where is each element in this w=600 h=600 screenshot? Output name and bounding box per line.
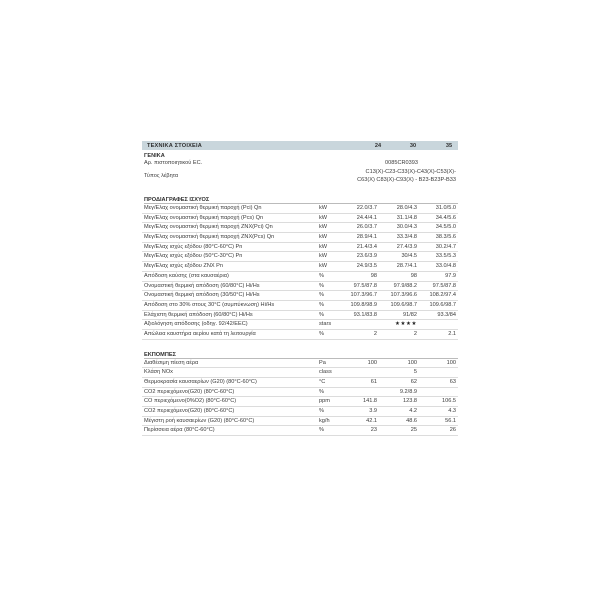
- row-value-35: 63: [449, 379, 456, 385]
- row-value-24: 100: [367, 359, 377, 366]
- row-unit: %: [319, 292, 324, 299]
- row-unit: %: [319, 272, 324, 279]
- row-value-35: 38.3/5.6: [435, 234, 456, 241]
- row-value-30: 107.3/96.6: [390, 292, 417, 299]
- row-value-30: 62: [410, 379, 417, 385]
- cert-value: 0085CR0393: [385, 160, 418, 166]
- row-value-35: 97.5/87.8: [432, 282, 456, 289]
- table-row: [142, 368, 458, 378]
- table-row: [142, 378, 458, 388]
- row-value-35: 100: [446, 359, 456, 366]
- model-24-header: 24: [374, 142, 382, 149]
- model-35-header: 35: [445, 142, 453, 149]
- table-row: [142, 223, 458, 233]
- row-unit: %: [319, 427, 324, 434]
- row-value-30: 109.6/98.7: [390, 301, 417, 308]
- table-header: [142, 141, 458, 150]
- row-value-24: 109.8/98.9: [350, 301, 377, 308]
- row-value-24: 93.1/83.8: [353, 311, 377, 318]
- row-value-24: 42.1: [366, 417, 377, 424]
- row-unit: Pa: [319, 359, 326, 366]
- row-value-30: 31.1/4.8: [396, 214, 417, 221]
- row-label: Περίσσεια αέρα (80°C-60°C): [144, 427, 215, 434]
- row-value-30: 27.4/3.9: [396, 243, 417, 250]
- row-unit: stars: [319, 321, 332, 328]
- row-label: Μεγ/Ελαχ ισχύς εξόδου ZNX Pn: [144, 263, 223, 270]
- row-unit: kW: [319, 214, 328, 221]
- row-unit: kW: [319, 224, 328, 231]
- emissions-section-title: ΕΚΠΟΜΠΕΣ: [144, 352, 458, 359]
- table-row: [142, 282, 458, 292]
- row-unit: kW: [319, 263, 328, 270]
- row-value-30: 9.2/8.9: [399, 388, 417, 395]
- row-value-24: 23.6/3.9: [356, 253, 377, 260]
- table-row: [142, 388, 458, 398]
- row-value-30: 2: [413, 330, 417, 337]
- boiler-type-value-line1: C13(X)-C23-C33(X)-C43(X)-C53(X)-: [365, 169, 456, 175]
- row-unit: %: [319, 408, 324, 415]
- row-value-30: 4.2: [409, 408, 417, 415]
- row-label: Μεγ/Ελαχ ονομαστική θερμική παροχή (Pci) Qn: [144, 205, 262, 211]
- row-value-35: 34.5/5.0: [435, 224, 456, 231]
- table-row: [142, 252, 458, 262]
- table-row: [142, 272, 458, 282]
- row-value-30: 25: [410, 427, 417, 434]
- row-value-30: 30.0/4.3: [396, 224, 417, 231]
- row-value-35: 33.0/4.8: [435, 263, 456, 270]
- row-value-35: 30.2/4.7: [435, 243, 456, 250]
- row-label: Κλάση NOx: [144, 369, 173, 376]
- row-label: Μεγ/Ελαχ ονομαστική θερμική παροχή (Pcs) Qn: [144, 214, 264, 221]
- row-label: Διαθέσιμη πίεση αέρα: [144, 359, 199, 366]
- row-label: Ονομαστική θερμική απόδοση (60/80°C) Hi/Hs: [144, 282, 260, 289]
- row-value-35: 93.3/84: [437, 311, 456, 318]
- table-row: [142, 311, 458, 321]
- row-value-30: 97.9/88.2: [393, 282, 417, 289]
- table-row: [142, 426, 458, 436]
- row-value-30: 123.8: [403, 398, 417, 405]
- row-value-30: 33.3/4.8: [396, 234, 417, 241]
- table-row: [142, 214, 458, 224]
- row-label: Μεγ/Ελαχ ισχύς εξόδου (80°C-60°C) Pn: [144, 243, 243, 250]
- row-value-35: 106.5: [442, 398, 456, 405]
- row-unit: kW: [319, 253, 328, 260]
- row-unit: class: [319, 369, 332, 376]
- row-value-30: 28.0/4.3: [396, 205, 417, 211]
- row-value-24: 22.0/3.7: [356, 205, 377, 211]
- row-value-30: ★★★★: [394, 321, 417, 328]
- general-section-title: ΓΕΝΙΚΑ: [144, 153, 165, 159]
- table-row: [142, 320, 458, 330]
- row-unit: kW: [319, 205, 328, 211]
- row-value-35: 31.0/5.0: [435, 205, 456, 211]
- model-30-header: 30: [409, 142, 417, 149]
- table-row: [142, 301, 458, 311]
- row-unit: %: [319, 388, 324, 395]
- row-value-24: 28.9/4.1: [356, 234, 377, 241]
- row-value-24: 24.4/4.1: [356, 214, 377, 221]
- row-label: Μεγ/Ελαχ ονομαστική θερμική παροχή ZNX(Pci) Qn: [144, 224, 273, 231]
- row-value-30: 28.7/4.1: [396, 263, 417, 270]
- spec-sheet: [142, 141, 458, 436]
- boiler-type-row-2: [142, 176, 458, 185]
- row-unit: °C: [319, 379, 326, 385]
- row-label: Ελάχιστη θερμική απόδοση (60/80°C) Hi/Hs: [144, 311, 253, 318]
- row-unit: %: [319, 301, 324, 308]
- row-value-35: 26: [449, 427, 456, 434]
- row-value-24: 24.9/3.5: [356, 263, 377, 270]
- row-label: CO2 περιεχόμενο(G20) (80°C-60°C): [144, 408, 235, 415]
- row-unit: %: [319, 282, 324, 289]
- power-section-title: ΠΡΟΔΙΑΓΡΑΦΕΣ ΙΣΧΥΟΣ: [144, 197, 458, 204]
- row-value-30: 30/4.5: [401, 253, 417, 260]
- cert-row: [142, 159, 458, 168]
- row-label: Μεγ/Ελαχ ονομαστική θερμική παροχή ZNX(Pcs) Qn: [144, 234, 275, 241]
- row-value-24: 98: [370, 272, 377, 279]
- row-unit: kW: [319, 234, 328, 241]
- row-value-35: 97.9: [445, 272, 456, 279]
- row-unit: kg/h: [319, 417, 330, 424]
- table-row: [142, 243, 458, 253]
- row-value-24: 61: [370, 379, 377, 385]
- row-unit: %: [319, 311, 324, 318]
- row-unit: %: [319, 330, 324, 337]
- row-value-24: 26.0/3.7: [356, 224, 377, 231]
- row-value-35: 4.3: [448, 408, 456, 415]
- row-value-35: 109.6/98.7: [429, 301, 456, 308]
- row-value-30: 5: [413, 369, 417, 376]
- row-value-24: 141.8: [363, 398, 377, 405]
- row-value-35: 56.1: [445, 417, 456, 424]
- table-title: ΤΕΧΝΙΚΑ ΣΤΟΙΧΕΙΑ: [147, 142, 202, 149]
- row-value-24: 23: [370, 427, 377, 434]
- boiler-type-row: [142, 168, 458, 179]
- row-label: Μέγιστη ροή καυσαερίων (G20) (80°C-60°C): [144, 417, 255, 424]
- row-value-30: 100: [407, 359, 417, 366]
- row-label: Απόδοση καύσης (στα καυσαέρια): [144, 272, 229, 279]
- table-row: [142, 262, 458, 272]
- cert-label: Αρ. πιστοποιητικού EC.: [144, 160, 203, 166]
- table-row: [142, 330, 458, 340]
- row-label: Θερμοκρασία καυσαερίων (G20) (80°C-60°C): [144, 379, 257, 385]
- row-unit: kW: [319, 243, 328, 250]
- row-label: CO περιεχόμενο(0%O2) (80°C-60°C): [144, 398, 237, 405]
- row-value-35: 2.1: [448, 330, 456, 337]
- row-value-24: 21.4/3.4: [356, 243, 377, 250]
- row-value-24: 97.5/87.8: [353, 282, 377, 289]
- boiler-type-value-line2: C63(X) C83(X)-C93(X) - B23-B23P-B33: [357, 177, 456, 183]
- table-row: [142, 359, 458, 369]
- emissions-table: [142, 359, 458, 437]
- row-value-35: 108.2/97.4: [429, 292, 456, 299]
- row-label: Απόδοση στο 30% στους 30°C (συμπύκνωση) Hi/Hs: [144, 301, 275, 308]
- table-row: [142, 407, 458, 417]
- table-row: [142, 233, 458, 243]
- row-label: Απώλεια καυστήρα αερίου κατά τη λειτουργία: [144, 330, 256, 337]
- row-value-35: 34.4/5.6: [435, 214, 456, 221]
- row-value-24: 3.9: [369, 408, 377, 415]
- row-label: Μεγ/Ελαχ ισχύς εξόδου (50°C-30°C) Pn: [144, 253, 243, 260]
- row-label: Αξιολόγηση απόδοσης (οδηγ. 92/42/EEC): [144, 321, 248, 328]
- row-value-35: 33.5/5.3: [435, 253, 456, 260]
- row-unit: ppm: [319, 398, 330, 405]
- boiler-type-label: Τύπος λέβητα: [144, 173, 179, 179]
- row-value-30: 91/82: [403, 311, 417, 318]
- row-value-24: 107.3/96.7: [350, 292, 377, 299]
- power-table: [142, 204, 458, 340]
- table-row: [142, 417, 458, 427]
- table-row: [142, 291, 458, 301]
- table-row: [142, 204, 458, 214]
- row-value-30: 98: [410, 272, 417, 279]
- table-row: [142, 397, 458, 407]
- row-value-30: 48.6: [406, 417, 417, 424]
- row-value-24: 2: [373, 330, 377, 337]
- row-label: CO2 περιεχόμενο(G20) (80°C-60°C): [144, 388, 235, 395]
- row-label: Ονομαστική θερμική απόδοση (30/50°C) Hi/Hs: [144, 292, 260, 299]
